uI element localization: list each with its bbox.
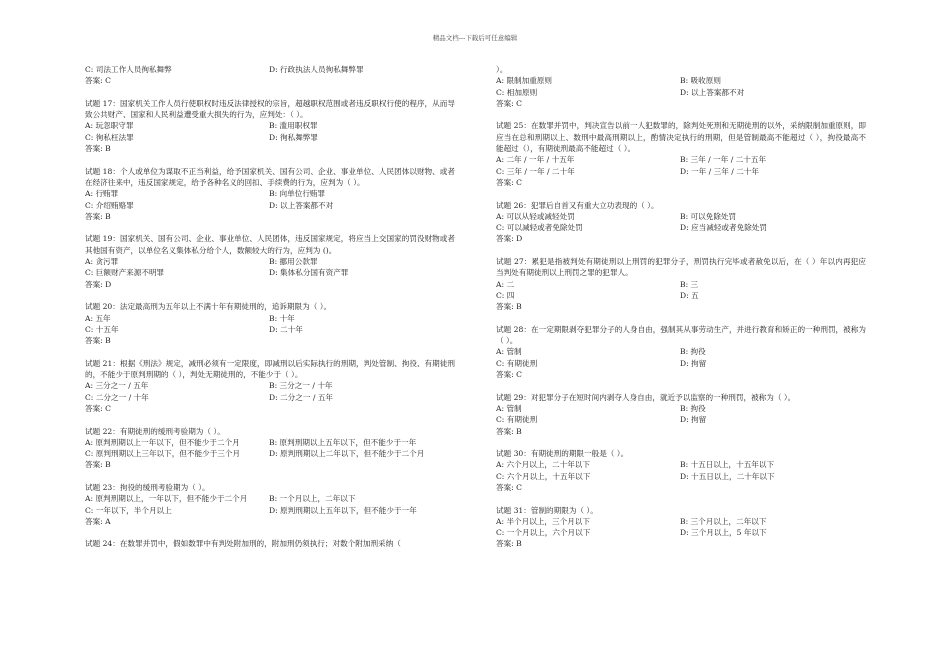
question-block [496,448,866,493]
option-item: B: 三分之一 / 十年 [269,381,333,391]
option-item: D: 五 [680,290,699,300]
question-block [496,505,866,550]
answer-text: 答案: B [496,539,522,549]
right-column [496,64,866,561]
option-item: B: 挪用公款罪 [269,257,318,267]
options-grid [496,75,866,98]
option-item: B: 一个月以上，二年以下 [269,494,356,504]
option-item: B: 滥用职权罪 [269,121,318,131]
options-grid [496,211,866,234]
option-item: C: 十五年 [85,324,119,334]
question-block [85,64,455,87]
answer-text: 答案: C [496,482,522,492]
question-text: 试题 17：国家机关工作人员行使职权时违反法律授权的宗旨，超越职权范围或者违反职权行使的程序，从而导致公共财产、国家和人民利益遭受重大损失的行为，应判处：（ ）。 [85,98,455,120]
option-item: A: 二年 / 一年 / 十五年 [496,155,575,165]
option-item: C: 有期徒刑 [496,358,538,368]
options-grid [85,437,455,460]
option-item: B: 十五日以上，十五年以下 [680,460,775,470]
question-block [496,324,866,380]
option-item: B: 原判刑期以上五年以下，但不能少于一年 [269,437,417,447]
option-item: D: 行政执法人员徇私舞弊罪 [269,65,364,74]
question-text: 试题 21：根据《刑法》规定，减刑必须有一定限度，即减刑以后实际执行的刑期，判处管制、拘役、有期徒刑的，不能少于原判刑期的（ ），判处无期徒刑的，不能少于（ ）。 [85,358,455,380]
question-block [85,233,455,289]
answer-text: 答案: B [85,460,111,470]
option-item: D: 拘留 [680,358,707,368]
question-text: 试题 28：在一定期限剥夺犯罪分子的人身自由，强制其从事劳动生产，并进行教育和矫正的一种刑罚，被称为（ ）。 [496,324,866,346]
options-grid [85,493,455,516]
options-grid [496,403,866,426]
answer-text: 答案: C [496,177,522,187]
answer-text: 答案: B [496,426,522,436]
option-item: C: 四 [496,290,515,300]
option-item: D: 三个月以上，5 年以下 [680,528,767,538]
options-grid [85,188,455,211]
option-item: C: 徇私枉法罪 [85,132,134,142]
option-item: C: 可以减轻或者免除处罚 [496,223,583,233]
option-item: C: 司法工作人员徇私舞弊 [85,65,172,74]
left-column [85,64,455,561]
answer-text: 答案: A [85,516,111,526]
option-item: D: 一年 / 三年 / 二十年 [680,166,759,176]
question-block [496,64,866,109]
option-item: A: 二 [496,279,515,289]
question-block [496,392,866,437]
options-grid [85,313,455,336]
option-item: C: 二分之一 / 十年 [85,392,149,402]
answer-text: 答案: B [85,336,111,346]
option-item: C: 介绍贿赂罪 [85,200,134,210]
question-block [85,358,455,414]
option-item: B: 吸收原则 [680,76,721,86]
option-item: D: 原判刑期以上五年以下，但不能少于一年 [269,505,417,515]
answer-text: 答案: C [85,403,111,413]
question-text: 试题 30：有期徒刑的期限一般是（ ）。 [496,449,629,459]
question-block [85,301,455,346]
option-item: A: 贪污罪 [85,257,119,267]
option-item: A: 行贿罪 [85,189,119,199]
answer-text: 答案: B [85,144,111,154]
question-text: 试题 22：有期徒刑的缓刑考验期为（ ）。 [85,426,225,436]
option-item: C: 有期徒刑 [496,415,538,425]
options-grid [85,380,455,403]
option-item: B: 十年 [269,313,295,323]
answer-text: 答案: D [496,234,523,244]
option-item: C: 六个月以上，十五年以下 [496,471,591,481]
option-item: A: 五年 [85,313,111,323]
option-item: B: 三 [680,279,699,289]
options-grid [496,279,866,302]
answer-text: 答案: C [496,98,522,108]
question-block [496,120,866,188]
question-text: ）。 [496,65,508,74]
option-item: A: 原判刑期以上，一年以下，但不能少于二个月 [85,494,248,504]
option-item: C: 三年 / 一年 / 二十年 [496,166,575,176]
options-grid [85,64,455,75]
question-text: 试题 27：累犯是指被判处有期徒刑以上刑罚的犯罪分子，刑罚执行完毕或者赦免以后，在（ ）年以内再犯应当判处有期徒刑以上刑罚之罪的犯罪人。 [496,257,866,278]
question-block [85,426,455,471]
option-item: B: 向单位行贿罪 [269,189,326,199]
option-item: B: 拘役 [680,347,706,357]
question-block [496,200,866,245]
option-item: D: 以上答案都不对 [680,87,745,97]
answer-text: 答案: D [85,279,112,289]
question-block [85,538,455,549]
question-text: 试题 24：在数罪并罚中，假如数罪中有判处附加刑的，附加刑仍须执行；对数个附加刑采纳（ [85,539,401,549]
option-item: D: 十五日以上，二十年以下 [680,471,775,481]
option-item: A: 限制加重原则 [496,76,553,86]
options-grid [496,459,866,482]
option-item: C: 一个月以上，六个月以下 [496,528,591,538]
option-item: A: 半个月以上，三个月以下 [496,516,590,526]
option-item: C: 巨额财产来源不明罪 [85,268,165,278]
option-item: B: 三年 / 一年 / 二十五年 [680,155,767,165]
question-text: 试题 23：拘役的缓刑考验期为（ ）。 [85,482,210,492]
question-block [85,98,455,154]
question-text: 试题 31：管制的期限为（ ）。 [496,505,598,515]
option-item: B: 拘役 [680,403,706,413]
option-item: B: 可以免除处罚 [680,211,737,221]
option-item: A: 原判刑期以上一年以下，但不能少于二个月 [85,437,240,447]
answer-text: 答案: C [496,370,522,380]
question-block [85,166,455,222]
answer-text: 答案: C [85,76,111,86]
question-block [85,482,455,527]
option-item: A: 玩忽职守罪 [85,121,134,131]
option-item: B: 三个月以上，二年以下 [680,516,767,526]
question-text: 试题 29：对犯罪分子在短时间内剥夺人身自由，就近予以监察的一种刑罚，被称为（ ）。 [496,392,796,402]
option-item: C: 相加原则 [496,87,538,97]
option-item: D: 徇私舞弊罪 [269,132,319,142]
option-item: A: 管制 [496,347,522,357]
options-grid [85,256,455,279]
option-item: D: 集体私分国有资产罪 [269,268,349,278]
option-item: A: 六个月以上，二十年以下 [496,460,590,470]
options-grid [496,516,866,539]
option-item: D: 以上答案都不对 [269,200,334,210]
options-grid [85,120,455,143]
option-item: D: 二十年 [269,324,303,334]
question-text: 试题 26：犯罪后自首又有重大立功表现的（ ）。 [496,200,659,210]
option-item: D: 应当减轻或者免除处罚 [680,223,767,233]
option-item: A: 管制 [496,403,522,413]
options-grid [496,346,866,369]
answer-text: 答案: B [85,211,111,221]
question-text: 试题 25：在数罪并罚中，判决宣告以前一人犯数罪的，除判处死刑和无期徒刑的以外，采纳限制加重原则，即应当在总和刑期以上、数刑中最高刑期以上，酌情决定执行的刑期，但是管制最高不能超过（ ），拘役最高不能超过（），有期徒刑最高不能超过（ ）。 [496,121,866,154]
option-item: D: 拘留 [680,415,707,425]
option-item: D: 二分之一 / 五年 [269,392,334,402]
option-item: A: 可以从轻或减轻处罚 [496,211,575,221]
question-text: 试题 19：国家机关、国有公司、企业、事业单位、人民团体，违反国家规定，将应当上交国家的罚没财物或者其他国有资产，以单位名义集体私分给个人，数额较大的行为，应判为 ()。 [85,234,455,255]
options-grid [496,154,866,177]
option-item: C: 一年以下，半个月以上 [85,505,172,515]
option-item: C: 原判刑期以上三年以下，但不能少于三个月 [85,449,241,459]
question-text: 试题 20：法定最高刑为五年以上不满十年有期徒刑的，追诉期限为（ ）。 [85,302,332,312]
option-item: A: 三分之一 / 五年 [85,381,149,391]
answer-text: 答案: B [496,302,522,312]
option-item: D: 原判刑期以上二年以下，但不能少于二个月 [269,449,425,459]
page-header: 精品文档---下载后可任意编辑 [432,34,518,42]
question-text: 试题 18：个人或单位为谋取不正当利益，给予国家机关、国有公司、企业、事业单位、人民团体以财物、或者在经济往来中，违反国家规定，给予各种名义的回扣、手续费的行为，应判为（ ）。 [85,166,455,187]
question-block [496,256,866,312]
